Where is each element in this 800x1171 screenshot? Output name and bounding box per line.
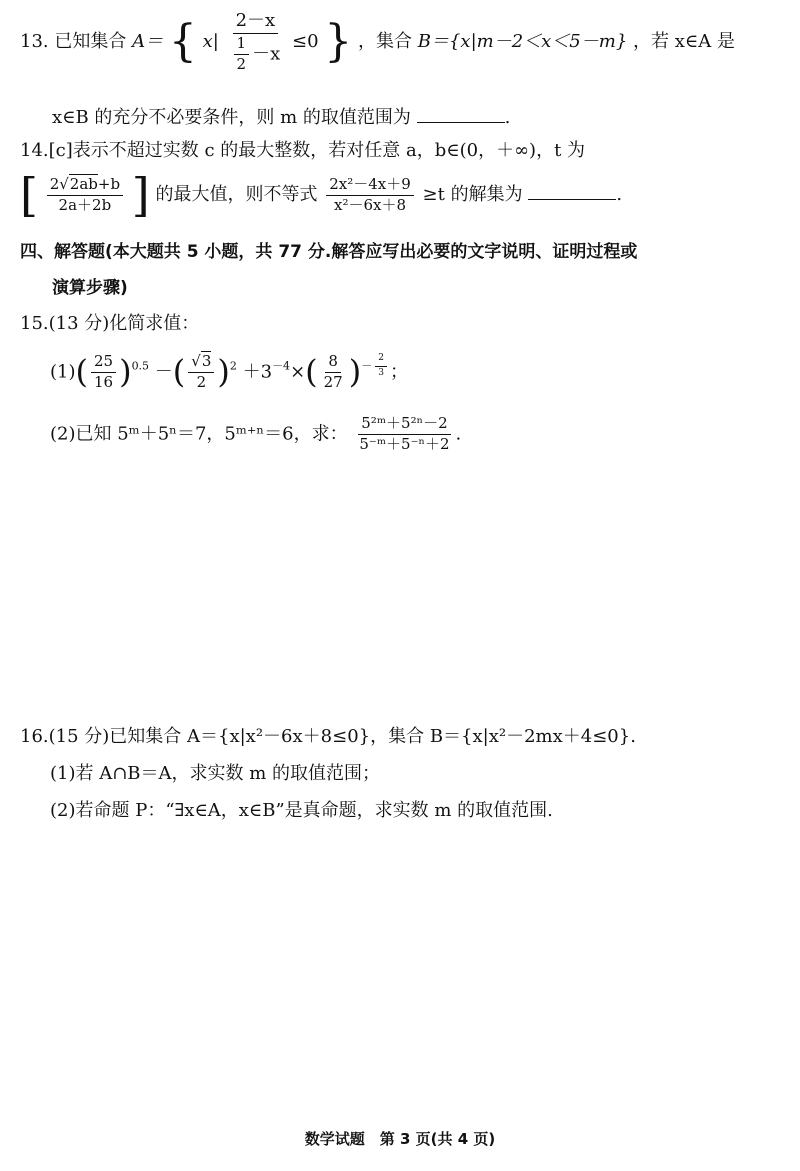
q14-ineq-rel: ≥t 的解集为 [422,184,523,205]
q14-frac-den: 2a＋2b [58,195,112,214]
q13-tail: ，若 x∈A 是 [633,31,735,53]
q13-set-b: B＝{x|m－2＜x＜5－m} [417,31,628,53]
q13-line2: x∈B 的充分不必要条件，则 m 的取值范围为 . [52,104,510,128]
q16-part1: (1)若 A∩B＝A，求实数 m 的取值范围； [50,763,381,784]
q13-answer-blank[interactable] [417,104,505,123]
section-4-heading-cont: 演算步骤) [52,278,128,298]
q14-fraction [47,174,123,214]
q15-f2: $\frac{√3}{2}$ [188,354,214,391]
q13-set-a-rel: ≤0 [291,31,319,53]
q15-f3: $\frac{8}{27}$ [323,352,343,391]
q13-line2-text: x∈B 的充分不必要条件，则 m 的取值范围为 [52,107,411,128]
q15-part1: (1)( $\frac{25}{16}$ )$^{0.5}$ －( $\frac{√3}{2}$ )$^2 +3^{-4}\times$( $\frac{8}{27}$ )$^{- \frac{2}{3}}$ ； [50,352,408,391]
q13-set-a-prefix: A＝ [132,31,164,53]
q14-ineq-fraction [326,174,414,214]
q15-header: 15.(13 分)化简求值： [20,313,200,334]
q16-header: 16.(15 分)已知集合 A＝{x|x²－6x＋8≤0}，集合 B＝{x|x²－2mx＋4≤0}. [20,726,636,747]
left-brace: { [168,16,197,68]
q14-ineq-num: 2x²－4x＋9 [326,177,414,196]
q16-part2: (2)若命题 P：“∃x∈A，x∈B”是真命题，求实数 m 的取值范围. [50,800,553,821]
page-footer: 数学试题 第 3 页(共 4 页) [304,1130,496,1148]
q13-inner-frac: $\frac{1}{2}$ [234,36,250,73]
right-brace: } [324,16,353,68]
q13-frac-den: $\frac{1}{2}$ －x [228,34,284,73]
q13-frac-num: 2－x [233,12,279,34]
q13-set-a-var: x [202,31,213,53]
section-4-heading: 四、解答题(本大题共 5 小题，共 77 分.解答应写出必要的文字说明、证明过程或 [20,242,638,262]
q13-number: 13. [20,31,49,53]
q14-frac-num: 2√2ab+b [47,177,123,196]
q14-mid: 的最大值，则不等式 [155,184,318,205]
q13-mid: ，集合 [358,31,412,53]
q15-p2-fraction: $\frac{\text{5²ᵐ＋5²ⁿ－2}}{\text{5⁻ᵐ＋5⁻ⁿ＋2}}$ [359,414,450,453]
q13-line1 [20,12,735,72]
q13-text-a: 已知集合 [54,31,127,53]
q14-line1-text: [c]表示不超过实数 c 的最大整数，若对任意 a，b∈(0，＋∞)，t 为 [48,140,586,161]
q14-ineq-den: x²－6x＋8 [333,195,407,214]
q13-fraction [228,12,284,72]
q14-answer-blank[interactable] [528,181,616,200]
q15-f1: $\frac{25}{16}$ [91,354,116,391]
left-bracket: [ [20,168,38,222]
q14-number: 14. [20,140,49,161]
right-bracket: ] [131,168,150,222]
q14-line1 [20,141,585,161]
bar: | [212,31,219,53]
q14-line2: [ $\frac{2√2ab+b}{2a+2b}$ ] 的最大值，则不等式 $\frac{\text{2x²－4x＋9}}{\text{x²－6x＋8}}$ ≥t 的解集为 . [20,168,623,222]
q15-part2: (2)已知 5ᵐ＋5ⁿ＝7，5ᵐ⁺ⁿ＝6，求： $\frac{\text{5²ᵐ＋5²ⁿ－2}}{\text{5⁻ᵐ＋5⁻ⁿ＋2}}$ . [50,414,462,453]
